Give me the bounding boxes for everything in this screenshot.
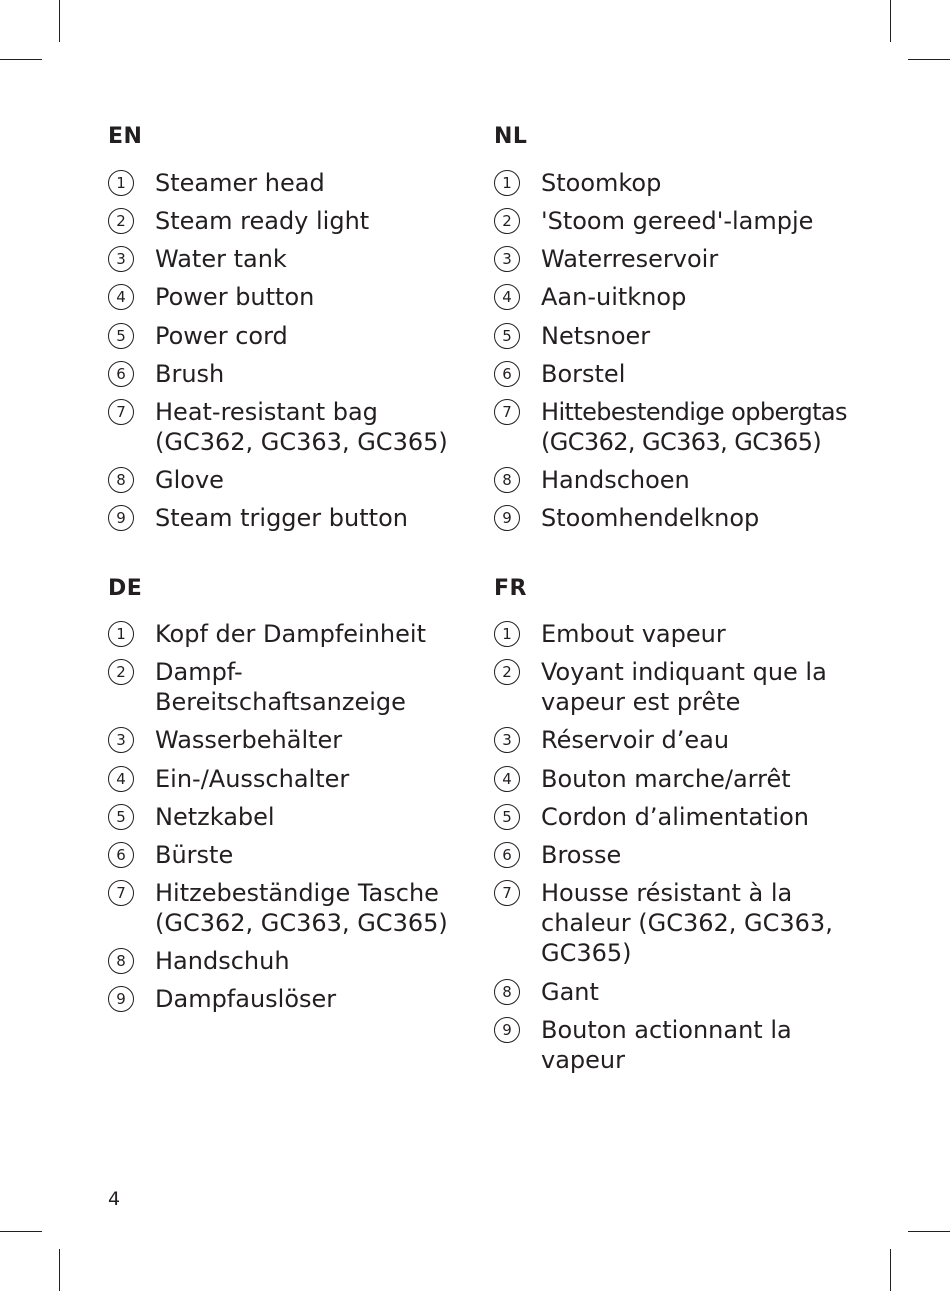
- crop-mark: [908, 59, 950, 60]
- number-badge: 6: [108, 361, 134, 387]
- number-badge: 3: [108, 246, 134, 272]
- number-badge: 4: [494, 766, 520, 792]
- page-number: 4: [108, 1188, 121, 1210]
- number-badge: 4: [108, 284, 134, 310]
- number-badge: 8: [108, 467, 134, 493]
- item-label: Power button: [155, 283, 315, 311]
- item-label: Bouton marche/arrêt: [541, 765, 791, 793]
- item-label: Brosse: [541, 841, 622, 869]
- item-label: Kopf der Dampfeinheit: [155, 620, 426, 648]
- number-badge: 7: [494, 880, 520, 906]
- item-label: Bürste: [155, 841, 234, 869]
- number-badge: 8: [494, 979, 520, 1005]
- item-label: Waterreservoir: [541, 245, 719, 273]
- number-badge: 1: [494, 170, 520, 196]
- item-label: Embout vapeur: [541, 620, 726, 648]
- number-badge: 2: [108, 208, 134, 234]
- item-label: Netsnoer: [541, 322, 651, 350]
- item-label: Hitzebeständige Tasche (GC362, GC363, GC365): [155, 879, 448, 937]
- crop-mark: [908, 1231, 950, 1232]
- number-badge: 1: [108, 170, 134, 196]
- section-title: FR: [494, 576, 527, 601]
- item-label: Voyant indiquant que la vapeur est prête: [541, 658, 827, 716]
- item-label: Stoomhendelknop: [541, 504, 760, 532]
- item-label: Dampfauslöser: [155, 985, 337, 1013]
- item-label: Heat-resistant bag (GC362, GC363, GC365): [155, 398, 448, 456]
- number-badge: 5: [108, 804, 134, 830]
- crop-mark: [59, 0, 60, 42]
- section-title: EN: [108, 124, 143, 149]
- item-label: Aan-uitknop: [541, 283, 687, 311]
- crop-mark: [0, 59, 42, 60]
- section-title: NL: [494, 124, 528, 149]
- item-label: Brush: [155, 360, 225, 388]
- number-badge: 2: [494, 208, 520, 234]
- number-badge: 5: [494, 323, 520, 349]
- number-badge: 3: [494, 727, 520, 753]
- number-badge: 6: [494, 842, 520, 868]
- item-label: Housse résistant à la chaleur (GC362, GC363, GC365): [541, 879, 833, 967]
- number-badge: 9: [108, 505, 134, 531]
- number-badge: 2: [108, 659, 134, 685]
- number-badge: 9: [108, 986, 134, 1012]
- number-badge: 1: [108, 621, 134, 647]
- number-badge: 9: [494, 505, 520, 531]
- number-badge: 7: [108, 880, 134, 906]
- item-label: Wasserbehälter: [155, 726, 343, 754]
- item-label: Gant: [541, 978, 599, 1006]
- item-label: Hittebestendige opbergtas (GC362, GC363, GC365): [541, 398, 847, 456]
- number-badge: 5: [108, 323, 134, 349]
- item-label: 'Stoom gereed'-lampje: [541, 207, 814, 235]
- item-label: Borstel: [541, 360, 626, 388]
- number-badge: 2: [494, 659, 520, 685]
- item-label: Steamer head: [155, 169, 325, 197]
- item-label: Steam ready light: [155, 207, 370, 235]
- item-label: Dampf- Bereitschaftsanzeige: [155, 658, 406, 716]
- item-label: Ein-/Ausschalter: [155, 765, 350, 793]
- item-label: Handschoen: [541, 466, 690, 494]
- item-label: Stoomkop: [541, 169, 662, 197]
- crop-mark: [890, 0, 891, 42]
- number-badge: 4: [494, 284, 520, 310]
- crop-mark: [890, 1249, 891, 1291]
- number-badge: 8: [494, 467, 520, 493]
- item-label: Glove: [155, 466, 224, 494]
- item-label: Cordon d’alimentation: [541, 803, 809, 831]
- number-badge: 1: [494, 621, 520, 647]
- crop-mark: [0, 1231, 42, 1232]
- number-badge: 9: [494, 1017, 520, 1043]
- number-badge: 6: [108, 842, 134, 868]
- number-badge: 8: [108, 948, 134, 974]
- item-label: Réservoir d’eau: [541, 726, 730, 754]
- item-label: Power cord: [155, 322, 288, 350]
- item-label: Steam trigger button: [155, 504, 408, 532]
- number-badge: 7: [108, 399, 134, 425]
- item-label: Bouton actionnant la vapeur: [541, 1016, 792, 1074]
- number-badge: 3: [494, 246, 520, 272]
- crop-mark: [59, 1249, 60, 1291]
- number-badge: 7: [494, 399, 520, 425]
- number-badge: 5: [494, 804, 520, 830]
- number-badge: 4: [108, 766, 134, 792]
- number-badge: 6: [494, 361, 520, 387]
- item-label: Handschuh: [155, 947, 290, 975]
- item-label: Water tank: [155, 245, 287, 273]
- section-title: DE: [108, 576, 143, 601]
- item-label: Netzkabel: [155, 803, 275, 831]
- number-badge: 3: [108, 727, 134, 753]
